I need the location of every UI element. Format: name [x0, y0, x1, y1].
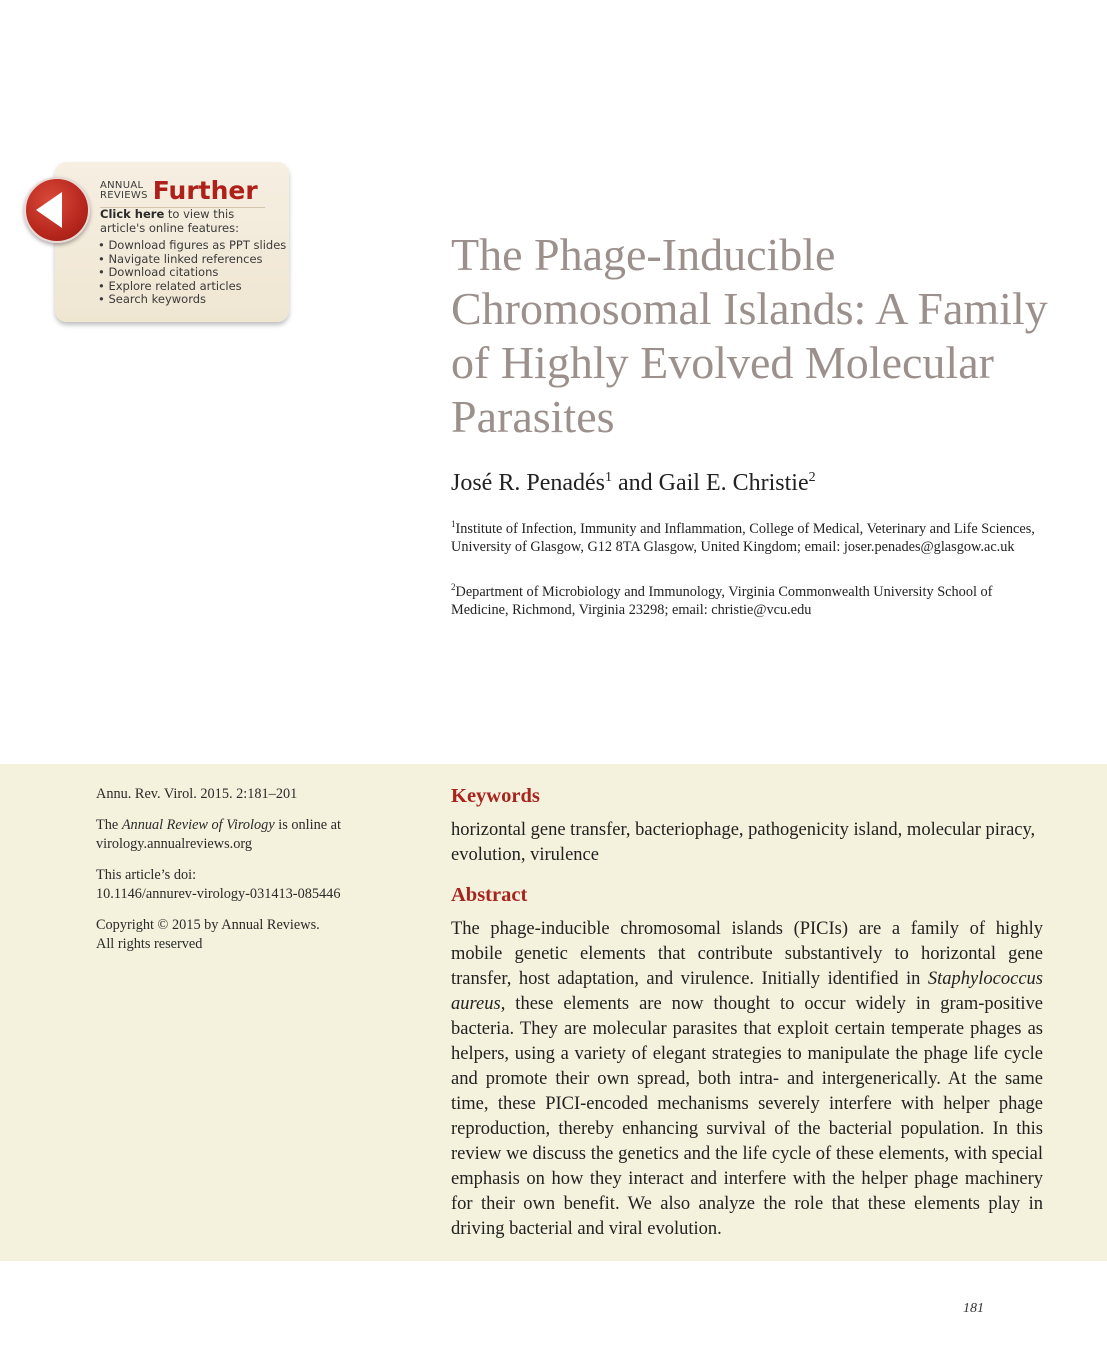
further-item-keywords[interactable]: • Search keywords	[98, 293, 286, 307]
author-line: José R. Penadés$^1$ and Gail E. Christie$^2$	[451, 470, 816, 496]
abstract-text: The phage-inducible chromosomal islands (PICIs) are a family of highly mobile genetic elements that contribute substantively to horizontal gene transfer, host adaptation, and virulence. Initially identified in Staphylococcus aureus, these elements are now thought to occur widely in gram-positive bacteria. They are molecular parasites that exploit certain temperate phages as helpers, using a variety of elegant strategies to manipulate the phage life cycle and promote their own spread, both intra- and intergenerically. At the same time, these PICI-encoded mechanisms severely interfere with helper phage reproduction, thereby enhancing survival of the bacterial population. In this review we discuss the genetics and the life cycle of these elements, with special emphasis on how they interact and interfere with the helper phage machinery for their own benefit. We also analyze the role that these elements play in driving bacterial and viral evolution.	[451, 919, 1043, 1239]
affiliation-2: $^2$Department of Microbiology and Immunology, Virginia Commonwealth University School of Medicine, Richmond, Virginia 23298; email: christie@vcu.edu	[451, 582, 993, 619]
citation: Annu. Rev. Virol. 2015. 2:181–201	[96, 786, 298, 802]
further-feature-list	[98, 239, 286, 307]
further-item-related[interactable]: • Explore related articles	[98, 280, 286, 294]
species-name: Staphylococcus aureus	[451, 969, 1043, 1014]
author-2: Gail E. Christie	[658, 470, 809, 496]
doi-link[interactable]: 10.1146/annurev-virology-031413-085446	[96, 885, 341, 902]
annual-reviews-logo: ANNUAL REVIEWS	[100, 180, 148, 201]
keywords-text: horizontal gene transfer, bacteriophage, pathogenicity island, molecular piracy, evolution, virulence	[451, 820, 1036, 865]
article-title: The Phage-Inducible Chromosomal Islands: A Family of Highly Evolved Molecular Parasites	[451, 229, 1048, 442]
further-item-references[interactable]: • Navigate linked references	[98, 253, 286, 267]
back-arrow-icon[interactable]	[24, 177, 90, 243]
affiliation-1: $^1$Institute of Infection, Immunity and Inflammation, College of Medical, Veterinary and Life Sciences, University of Glasgow, G12 8TA Glasgow, United Kingdom; email: joser.penades@glasgow.ac.uk	[451, 519, 1035, 556]
copyright: Copyright © 2015 by Annual Reviews. All rights reserved	[96, 917, 320, 952]
journal-name: Annual Review of Virology	[121, 817, 275, 833]
online-note: The Annual Review of Virology is online at virology.annualreviews.org	[96, 817, 341, 852]
further-title: Further	[152, 176, 258, 205]
abstract-heading: Abstract	[451, 884, 528, 906]
further-click-text: Click here to view this article's online features:	[100, 207, 239, 235]
doi-block: This article’s doi: 10.1146/annurev-virology-031413-085446	[96, 867, 341, 902]
click-here-link[interactable]: Click here	[100, 207, 165, 221]
further-badge[interactable]	[55, 162, 289, 322]
further-item-ppt[interactable]: • Download figures as PPT slides	[98, 239, 286, 253]
further-item-citations[interactable]: • Download citations	[98, 266, 286, 280]
further-header	[100, 178, 258, 203]
page-number: 181	[963, 1301, 984, 1316]
keywords-heading: Keywords	[451, 785, 540, 807]
author-1: José R. Penadés	[451, 470, 605, 496]
